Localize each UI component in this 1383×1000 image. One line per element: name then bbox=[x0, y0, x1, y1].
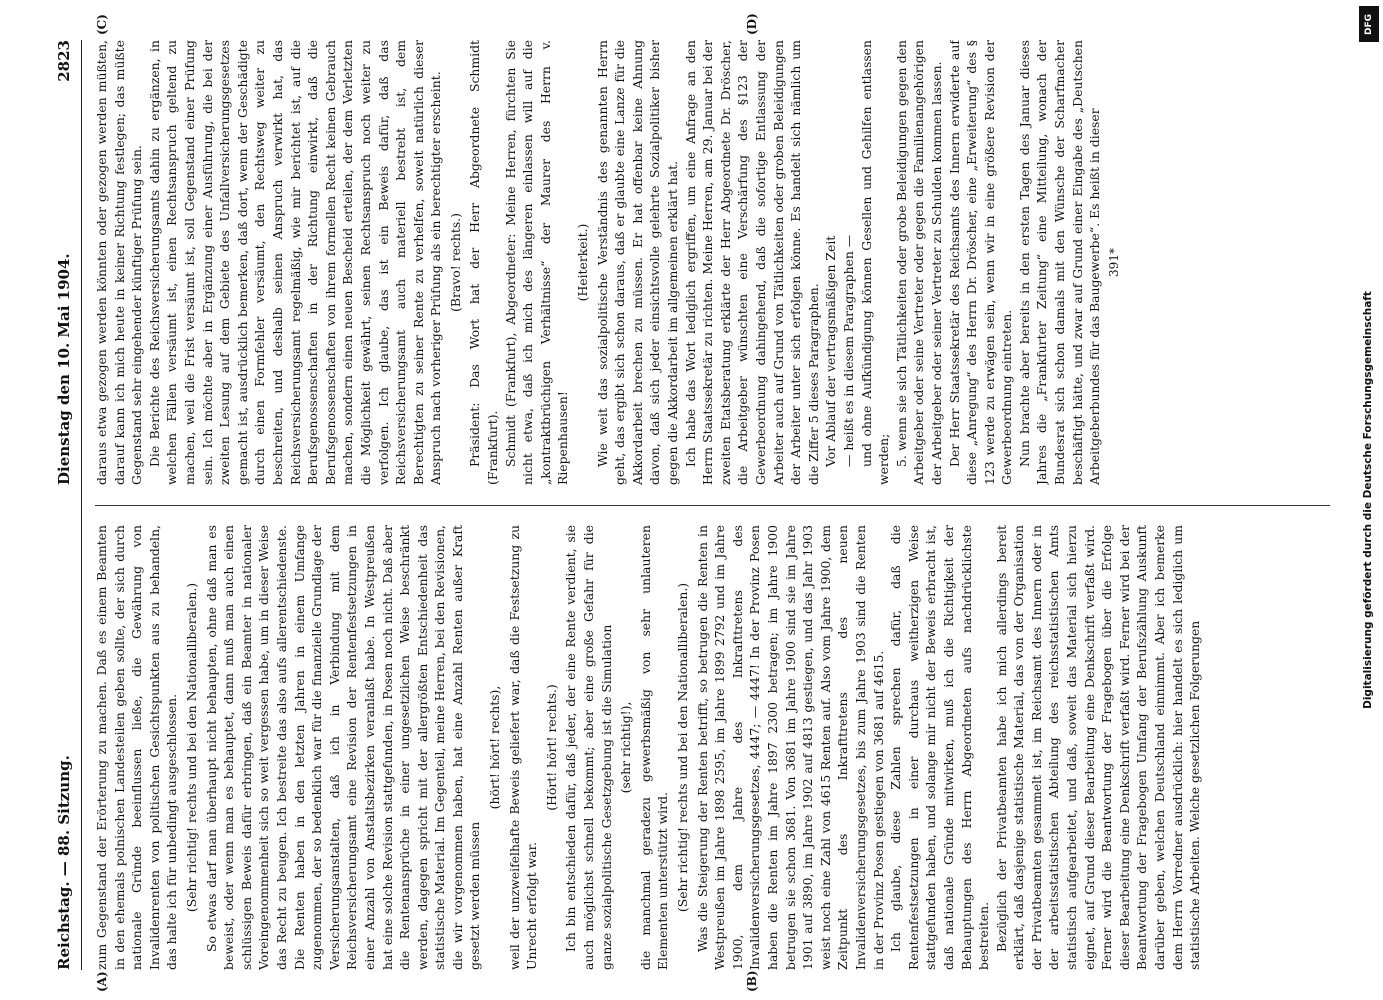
paragraph: Wie weit das sozialpolitische Verständnis des genannten Herrn geht, das ergibt sich schon daraus, daß er glaubte eine Lanze für die Akkordarbeit brechen zu müssen. Er hat offenbar keine Ahnung davon, daß sich jeder einsichtsvolle gelehrte Sozialpolitiker bisher gegen die Akkordarbeit im allgemeinen erklärt hat. bbox=[594, 40, 680, 485]
margin-d: (D) bbox=[745, 13, 759, 35]
quote-line: 5. wenn sie sich Tätlichkeiten oder grobe Beleidigungen gegen den Arbeitgeber oder seine Vertreter oder gegen die Familienangehörigen der Arbeitgeber oder seiner Vertreter zu Schulden kommen lassen. bbox=[893, 40, 944, 485]
page-header bbox=[55, 40, 77, 970]
left-column bbox=[93, 525, 1333, 970]
paragraph: Ich bin entschieden dafür, daß jeder, der eine Rente verdient, sie auch möglichst schnell bekommt; aber eine große Gefahr für die ganze sozialpolitische Gesetzgebung ist die Simulation bbox=[563, 525, 614, 970]
paragraph: daraus etwa gezogen werden könnten oder gezogen werden müßten, darauf kann ich mich heute in keiner Richtung festlegen; das müßte Gegenstand sehr eingehender künftiger Prüfung sein. bbox=[94, 40, 145, 485]
paragraph: die manchmal geradezu gewerbsmäßig von sehr unlauteren Elementen unterstützt wird. bbox=[637, 525, 671, 970]
speaker-president: Präsident: Das Wort hat der Herr Abgeordnete Schmidt (Frankfurt). bbox=[467, 40, 501, 485]
paragraph: Bezüglich der Privatbeamten habe ich mich allerdings bereit erklärt, daß dasjenige statistische Material, das von der Organisation der Privatbeamten gesammelt ist, im Reichsamt des Innern oder in der arbeitsstatistischen Abteilung des reichsstatistischen Amts statistisch aufgearbeitet, und daß, soweit das Material sich hierzu eignet, auf Grund dieser Bearbeitung eine Denkschrift verfaßt wird. Ferner wird die Beantwortung der Fragebogen über die Erfolge dieser Bearbeitung eine Denkschrift verfaßt wird. Ferner wird bei der Beantwortung der Fragebogen Umfang der Berufszählung Auskunft darüber geben, welchen Deutschland einnimmt. Aber ich bemerke dem Herrn Vorredner ausdrücklich: hier handelt es sich lediglich um statistische Arbeiten. Welche gesetzlichen Folgerungen bbox=[993, 525, 1203, 970]
quote-line: und ohne Aufkündigung können Gesellen und Gehilfen entlassen werden; bbox=[858, 40, 892, 485]
paragraph: Was die Steigerung der Renten betrifft, so betrugen die Renten in Westpreußen im Jahre 1898 2595, im Jahre 1899 2792 und im Jahre 1900, dem Jahre des Inkrafttretens des Invalidenversicherungsgesetzes, 4447; — 4447! In der Provinz Posen haben die Renten im Jahre 1897 2300 betragen; im Jahre 1900 betrugen sie schon 3681. Von 3681 im Jahre 1900 sind sie im Jahre 1901 auf 3890, im Jahre 1902 auf 4813 gestiegen, und das Jahr 1903 weist noch eine Zahl von 4615 Renten auf. Also vom Jahre 1900, dem Zeitpunkt des Inkrafttretens des neuen Invalidenversicherungsgesetzes, bis zum Jahre 1903 sind die Renten in der Provinz Posen gestiegen von 3681 auf 4615. bbox=[694, 525, 886, 970]
interjection: (hört! hört! rechts), bbox=[487, 685, 503, 810]
interjection: (Sehr richtig! rechts und bei den Nationalliberalen.) bbox=[675, 582, 690, 913]
paragraph: Die Berichte des Reichsversicherungsamts dahin zu ergänzen, in welchen Fällen versäumt ist, einen Rechtsanspruch geltend zu machen, weil die Frist versäumt ist, soll Gegenstand einer Prüfung sein. Ich möchte aber in Ergänzung einer Ausführung, die bei der zweiten Lesung auf dem Gebiete des Unfallversicherungsgesetzes gemacht ist, ausdrücklich bemerken, daß dort, wenn der Geschädigte durch einen Formfehler versäumt, den Rechtsweg weiter zu beschreiten, und deshalb seinen Anspruch verwirkt hat, das Reichsversicherungsamt regelmäßig, wie mir berichtet ist, auf die Berufsgenossenschaften in der Richtung einwirkt, daß die Berufsgenossenschaften von ihrem formellen Recht keinen Gebrauch machen, sondern einen neuen Bescheid erteilen, der dem Verletzten die Möglichkeit gewährt, seinen Rechtsanspruch noch weiter zu verfolgen. Ich glaube, das ist ein Beweis dafür, daß das Reichsversicherungsamt auch materiell bestrebt ist, dem Berechtigten zu seiner Rente zu verhelfen, soweit natürlich dieser Anspruch nach vorheriger Prüfung als ein berechtigter erscheint. bbox=[146, 40, 444, 485]
dfg-logo: DFG bbox=[1359, 6, 1379, 42]
interjection: (Bravo! rechts.) bbox=[447, 213, 463, 312]
right-column bbox=[93, 40, 1333, 485]
interjection: (Hört! hört! rechts.) bbox=[543, 684, 559, 811]
column-divider bbox=[95, 505, 1330, 506]
quote-line: — heißt es in diesem Paragraphen — bbox=[840, 234, 856, 467]
paragraph: weil der unzweifelhafte Beweis geliefert war, daß die Festsetzung zu Unrecht erfolgt war. bbox=[506, 525, 540, 970]
paragraph: zum Gegenstand der Erörterung zu machen. Daß es einem Beamten in den ehemals polnischen Landesteilen geben sollte, der sich durch nationale Gründe beeinflussen ließe, die Gewährung von Invalidenrenten von politischen Gesichtspunkten aus zu behandeln, das halte ich für unbedingt ausgeschlossen. bbox=[94, 525, 180, 970]
interjection: (Heiterkeit.) bbox=[575, 223, 591, 302]
interjection: (sehr richtig!), bbox=[618, 701, 634, 794]
digitization-note-text: Digitalisierung gefördert durch die Deutsche Forschungsgemeinschaft bbox=[1362, 291, 1374, 709]
margin-c: (C) bbox=[95, 14, 109, 35]
paragraph: So etwas darf man überhaupt nicht behaupten, ohne daß man es beweist, oder wenn man es behauptet, dann muß man auch einen schlüssigen Beweis dafür erbringen, daß ein Beamter in nationaler Voreingenommenheit sich so weit vergessen habe, um in dieser Weise das Recht zu beugen. Ich bestreite das also aufs allerentschiedenste. Die Renten haben in den letzten Jahren in einem Umfange zugenommen, der so bedenklich war für die finanzielle Grundlage der Versicherungsanstalten, daß ich in Verbindung mit dem Reichsversicherungsamt eine Revision der Rentenfestsetzungen in einer Anzahl von Anstaltsbezirken veranlaßt habe. In Westpreußen hat eine solche Revision stattgefunden, in Posen noch nicht. Daß aber die Rentenansprüche in einer ungesetzlichen Weise beschränkt werden, dagegen spricht mit der allergrößten Entschiedenheit das statistische Material. Im Gegenteil, meine Herren, bei den Revisionen, die wir vorgenommen haben, hat eine Anzahl Renten außer Kraft gesetzt werden müssen bbox=[203, 525, 483, 970]
quote-line: Vor Ablauf der vertragsmäßigen Zeit bbox=[823, 235, 839, 467]
header-rule bbox=[81, 40, 82, 970]
header-date: Dienstag den 10. Mai 1904. bbox=[55, 253, 73, 485]
digitization-note bbox=[1357, 0, 1379, 1000]
margin-a: (A) bbox=[95, 971, 109, 992]
paragraph: Der Herr Staatssekretär des Reichsamts des Innern erwiderte auf diese „Anregung“ des Herrn Dr. Dröscher, eine „Erweiterung“ des § 123 werde zu erwägen sein, wenn wir in eine größere Revision der Gewerbeordnung eintreten. bbox=[946, 40, 1015, 485]
interjection: (Sehr richtig! rechts und bei den Nationalliberalen.) bbox=[183, 582, 199, 913]
signature-mark: 391* bbox=[1106, 248, 1121, 277]
paragraph: Ich habe das Wort lediglich ergriffen, um eine Anfrage an den Herrn Staatssekretär zu richten. Meine Herren, am 29. Januar bei der zweiten Etatsberatung erklärte der Herr Abgeordnete Dr. Dröscher, die Arbeitgeber wünschten eine Verschärfung des §123 der Gewerbeordnung dahingehend, daß die sofortige Entlassung der Arbeiter auch auf Grund von Tätlichkeiten oder groben Beleidigungen der Arbeiter unter sich erfolgen könne. Es handelt sich nämlich um die Ziffer 5 dieses Paragraphen. bbox=[682, 40, 821, 485]
header-left: Reichstag. — 88. Sitzung. bbox=[55, 755, 73, 970]
paragraph: Nun brachte aber bereits in den ersten Tagen des Januar dieses Jahres die „Frankfurter Zeitung“ eine Mitteilung, wonach der Bundesrat sich schon damals mit den Wünsche der Scharfmacher beschäftigt hätte, und zwar auf Grund einer Eingabe des „Deutschen Arbeitgeberbundes für das Baugewerbe“. Es heißt in dieser bbox=[1016, 40, 1103, 485]
document-page bbox=[55, 13, 1340, 992]
page-number: 2823 bbox=[55, 40, 73, 82]
paragraph: Ich glaube, diese Zahlen sprechen dafür, daß die Rentenfestsetzungen in einer durchaus weitherzigen Weise stattgefunden haben, und solange mir nicht der Beweis erbracht ist, daß nationale Gründe mitwirken, muß ich die Richtigkeit der Behauptungen des Herrn Abgeordneten aufs nachdrücklichste bestreiten. bbox=[888, 525, 992, 970]
speaker-schmidt: Schmidt (Frankfurt), Abgeordneter: Meine Herren, fürchten Sie nicht etwa, daß ich mich des längeren einlassen will auf die „kontraktbrüchigen Verhältnisse“ der Maurer des Herrn v. Riepenhausen! bbox=[502, 40, 571, 485]
margin-b: (B) bbox=[745, 970, 759, 992]
